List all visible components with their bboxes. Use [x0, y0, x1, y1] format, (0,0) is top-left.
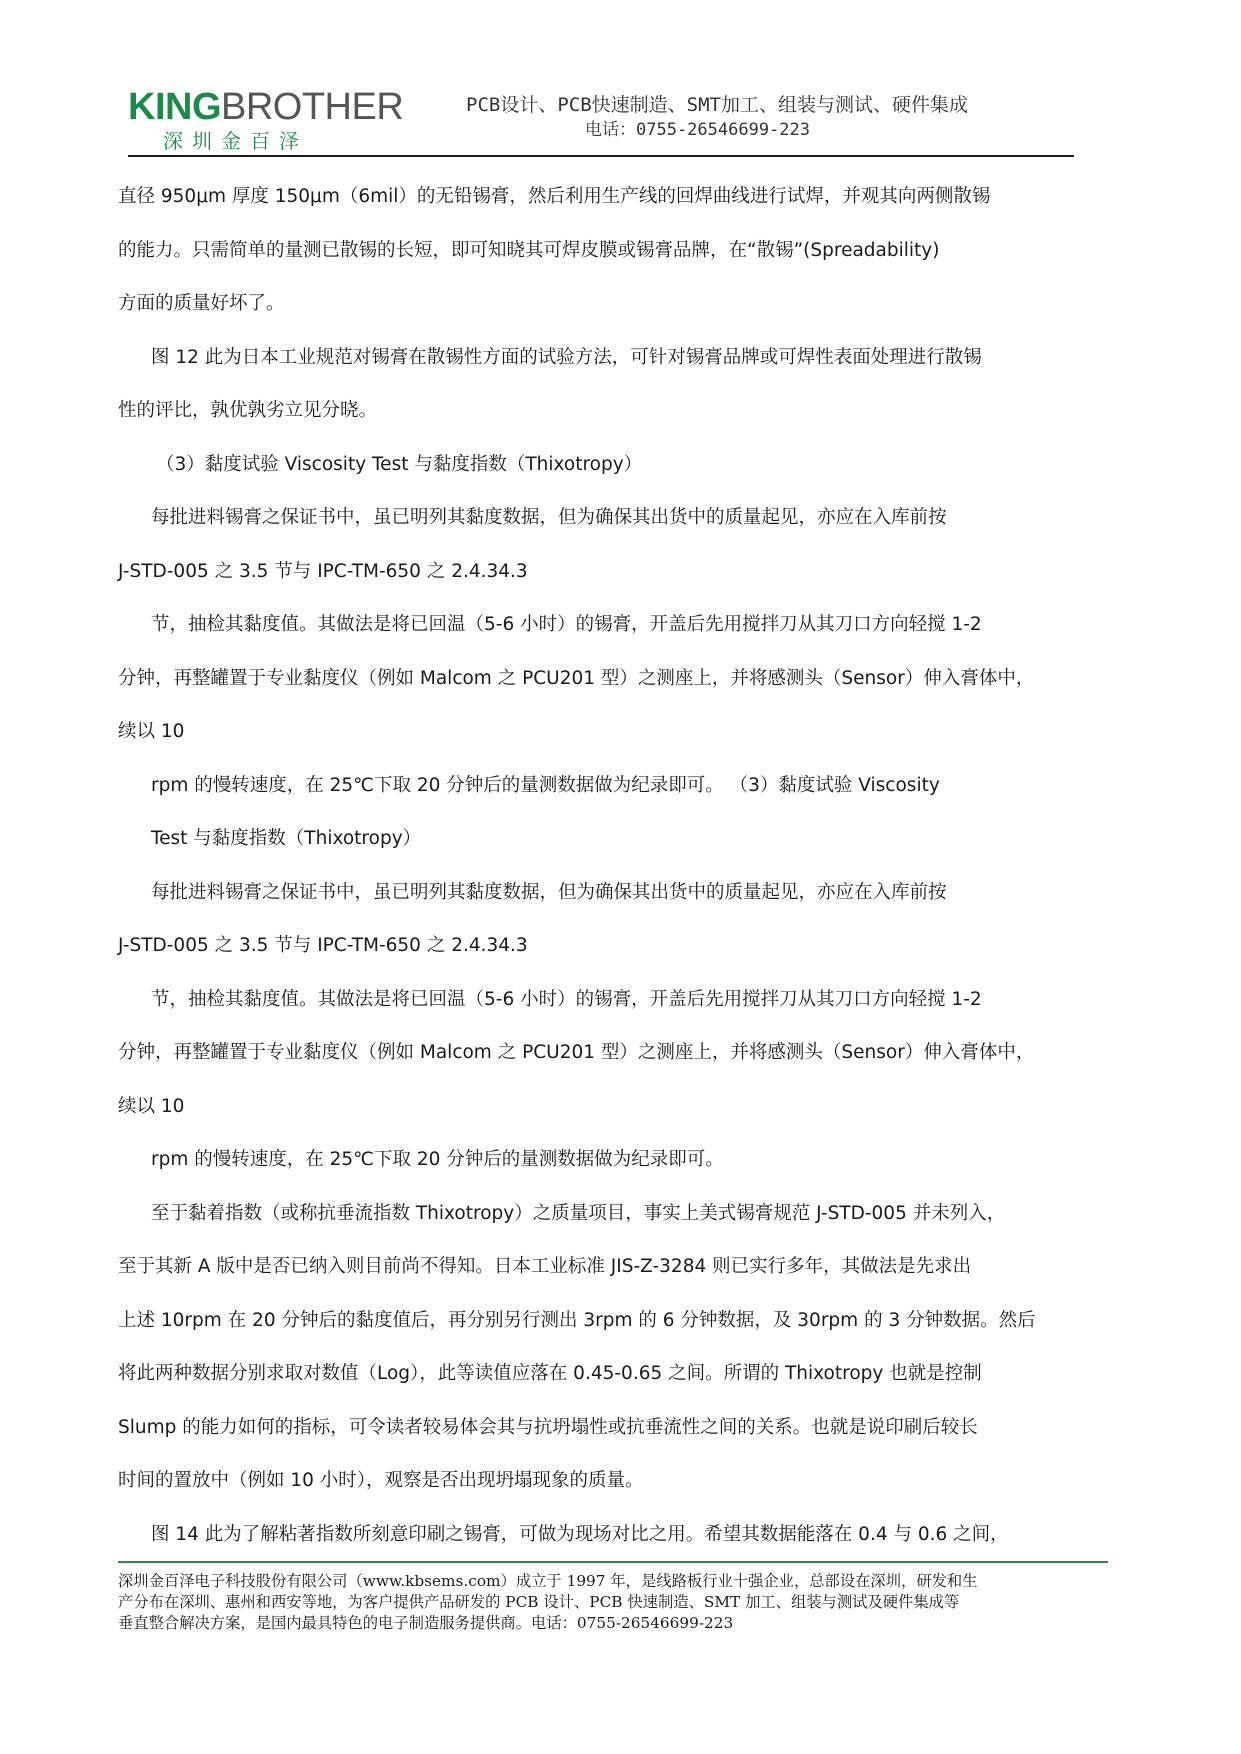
body-line: 续以 10 [118, 1095, 185, 1117]
body-line: 节，抽检其黏度值。其做法是将已回温（5-6 小时）的锡膏，开盖后先用搅拌刀从其刀口方向轻搅 1-2 [151, 988, 982, 1010]
body-line: Test 与黏度指数（Thixotropy） [151, 828, 422, 849]
body-line: 至于其新 A 版中是否已纳入则目前尚不得知。日本工业标准 JIS-Z-3284 则已实行多年，其做法是先求出 [118, 1256, 972, 1277]
body-line: 直径 950μm 厚度 150μm（6mil）的无铅锡膏，然后利用生产线的回焊曲线进行试焊，并观其向两侧散锡 [118, 186, 991, 207]
body-line: 分钟，再整罐置于专业黏度仪（例如 Malcom 之 PCU201 型）之测座上，并将感测头（Sensor）伸入膏体中， [118, 667, 1035, 689]
page-footer [118, 1571, 1118, 1634]
body-line: 节，抽检其黏度值。其做法是将已回温（5-6 小时）的锡膏，开盖后先用搅拌刀从其刀口方向轻搅 1-2 [151, 614, 982, 635]
header-tagline: PCB设计、PCB快速制造、SMT加工、组装与测试、硬件集成 [466, 94, 968, 116]
footer-line: 深圳金百泽电子科技股份有限公司（www.kbsems.com）成立于 1997 年，是线路板行业十强企业，总部设在深圳，研发和生 [118, 1572, 978, 1590]
footer-divider [118, 1561, 1108, 1563]
logo-brother-text: BROTHER [221, 86, 404, 128]
body-line: 每批进料锡膏之保证书中，虽已明列其黏度数据，但为确保其出货中的质量起见，亦应在入库前按 [151, 507, 947, 528]
body-line: rpm 的慢转速度，在 25℃下取 20 分钟后的量测数据做为纪录即可。 （3）黏度试验 Viscosity [151, 774, 940, 796]
body-line: 上述 10rpm 在 20 分钟后的黏度值后，再分别另行测出 3rpm 的 6 分钟数据，及 30rpm 的 3 分钟数据。然后 [118, 1309, 1036, 1331]
body-line: 每批进料锡膏之保证书中，虽已明列其黏度数据，但为确保其出货中的质量起见，亦应在入库前按 [151, 881, 947, 903]
logo-subtitle: 深圳金百泽 [163, 129, 308, 153]
body-line: J-STD-005 之 3.5 节与 IPC-TM-650 之 2.4.34.3 [118, 560, 528, 582]
body-line: 图 12 此为日本工业规范对锡膏在散锡性方面的试验方法，可针对锡膏品牌或可焊性表面处理进行散锡 [151, 346, 982, 368]
header-divider [128, 155, 1074, 157]
body-line: 将此两种数据分别求取对数值（Log），此等读值应落在 0.45-0.65 之间。所谓的 Thixotropy 也就是控制 [118, 1363, 982, 1384]
body-line: J-STD-005 之 3.5 节与 IPC-TM-650 之 2.4.34.3 [118, 935, 528, 956]
logo-king-text: KING [128, 86, 221, 128]
body-line: 图 14 此为了解粘著指数所刻意印刷之锡膏，可做为现场对比之用。希望其数据能落在 0.4 与 0.6 之间， [151, 1523, 1009, 1545]
body-line: 至于黏着指数（或称抗垂流指数 Thixotropy）之质量项目，事实上美式锡膏规范 J-STD-005 并未列入， [151, 1202, 1006, 1224]
footer-line: 垂直整合解决方案，是国内最具特色的电子制造服务提供商。电话：0755-26546699-223 [118, 1614, 734, 1632]
header-phone: 电话：0755-26546699-223 [585, 120, 810, 140]
body-line: 分钟，再整罐置于专业黏度仪（例如 Malcom 之 PCU201 型）之测座上，并将感测头（Sensor）伸入膏体中， [118, 1042, 1035, 1063]
body-line: 方面的质量好坏了。 [118, 293, 285, 314]
page-header [0, 0, 1241, 160]
body-line: 续以 10 [118, 721, 185, 742]
document-body [118, 170, 1118, 1561]
footer-line: 产分布在深圳、惠州和西安等地，为客户提供产品研发的 PCB 设计、PCB 快速制造、SMT 加工、组装与测试及硬件集成等 [118, 1593, 960, 1611]
body-line: 性的评比，孰优孰劣立见分晓。 [118, 400, 378, 421]
company-logo [128, 88, 403, 126]
body-line: 的能力。只需简单的量测已散锡的长短，即可知晓其可焊皮膜或锡膏品牌，在“散锡”(Spreadability) [118, 239, 940, 261]
body-line: 时间的置放中（例如 10 小时），观察是否出现坍塌现象的质量。 [118, 1470, 644, 1491]
body-line: Slump 的能力如何的指标，可令读者较易体会其与抗坍塌性或抗垂流性之间的关系。也就是说印刷后较长 [118, 1416, 978, 1438]
section-heading: （3）黏度试验 Viscosity Test 与黏度指数（Thixotropy） [156, 453, 643, 475]
body-line: rpm 的慢转速度，在 25℃下取 20 分钟后的量测数据做为纪录即可。 [151, 1149, 724, 1170]
